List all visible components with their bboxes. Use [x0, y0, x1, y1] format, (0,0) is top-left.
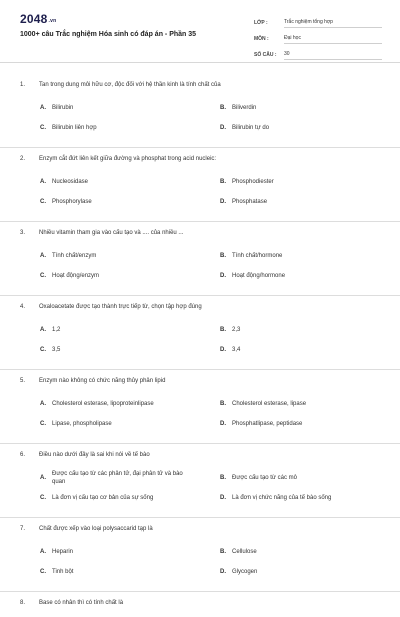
meta-value: 30 — [284, 51, 382, 60]
option-letter: C. — [40, 495, 46, 501]
answer-option[interactable] — [20, 172, 200, 192]
option-text: Biliverdin — [232, 105, 257, 111]
question-line — [20, 303, 380, 312]
question-item — [0, 370, 400, 444]
answer-option[interactable] — [20, 394, 200, 414]
option-letter: C. — [40, 347, 46, 353]
answer-option[interactable] — [200, 340, 380, 360]
option-letter: A. — [40, 105, 46, 111]
question-item — [0, 518, 400, 592]
option-text: 1,2 — [52, 327, 61, 333]
option-text: Cholesterol esterase, lipase — [232, 401, 307, 407]
answer-options — [20, 468, 380, 508]
option-text: Lipase, phospholipase — [52, 421, 112, 427]
option-text: Glycogen — [232, 569, 258, 575]
option-letter: B. — [220, 179, 226, 185]
option-text: 2,3 — [232, 327, 241, 333]
option-text: Cholesterol esterase, lipoproteinlipase — [52, 401, 154, 407]
question-item — [0, 222, 400, 296]
answer-option[interactable] — [200, 172, 380, 192]
option-letter: A. — [40, 475, 46, 481]
option-letter: A. — [40, 549, 46, 555]
question-line — [20, 81, 380, 90]
question-text: Chất được xếp vào loại polysaccarid tạp là — [39, 526, 153, 532]
answer-option[interactable] — [200, 118, 380, 138]
answer-option[interactable] — [200, 192, 380, 212]
worksheet-header — [0, 0, 400, 63]
logo-text: 2048 — [20, 12, 48, 26]
question-line — [20, 599, 380, 608]
meta-row-class — [254, 14, 382, 28]
option-text: Phosphodiester — [232, 179, 274, 185]
option-letter: D. — [220, 125, 226, 131]
option-letter: C. — [40, 421, 46, 427]
option-letter: C. — [40, 273, 46, 279]
question-number: 1. — [20, 82, 26, 88]
option-text: Bilirubin tự do — [232, 125, 270, 131]
option-text: Tinh bột — [52, 569, 74, 575]
option-text: Là đơn vị chức năng của tế bào sống — [232, 495, 332, 501]
option-letter: C. — [40, 199, 46, 205]
answer-option[interactable] — [20, 192, 200, 212]
option-letter: D. — [220, 569, 226, 575]
answer-option[interactable] — [200, 542, 380, 562]
option-letter: D. — [220, 199, 226, 205]
answer-option[interactable] — [200, 468, 380, 488]
option-letter: C. — [40, 125, 46, 131]
option-letter: B. — [220, 401, 226, 407]
answer-options — [20, 246, 380, 286]
option-text: Phosphatlipase, peptidase — [232, 421, 303, 427]
answer-option[interactable] — [200, 414, 380, 434]
option-text: Tính chất/hormone — [232, 253, 283, 259]
meta-label: LỚP : — [254, 20, 268, 26]
answer-option[interactable] — [20, 320, 200, 340]
answer-options — [20, 172, 380, 212]
question-number: 4. — [20, 304, 26, 310]
option-text: Hoạt động/enzym — [52, 273, 100, 279]
answer-options — [20, 394, 380, 434]
option-letter: A. — [40, 253, 46, 259]
question-text: Oxaloacetate được tạo thành trực tiếp từ, chọn tập hợp đúng — [39, 304, 202, 310]
meta-row-subject — [254, 30, 382, 44]
option-text: Cellulose — [232, 549, 257, 555]
option-letter: D. — [220, 421, 226, 427]
answer-option[interactable] — [200, 488, 380, 508]
option-text: Phosphatase — [232, 199, 268, 205]
option-text: Hoạt động/hormone — [232, 273, 286, 279]
answer-option[interactable] — [200, 98, 380, 118]
option-text: Được cấu tạo từ các mô — [232, 475, 297, 481]
question-text: Tan trong dung môi hữu cơ, độc đối với hệ thần kinh là tính chất của — [39, 82, 221, 88]
question-text: Nhiều vitamin tham gia vào cấu tạo và .... của nhiều ... — [39, 230, 184, 236]
question-line — [20, 229, 380, 238]
question-text: Enzym cắt đứt liên kết giữa đường và phosphat trong acid nucleic: — [39, 156, 217, 162]
option-letter: D. — [220, 273, 226, 279]
question-item — [0, 148, 400, 222]
question-number: 6. — [20, 452, 26, 458]
option-text: Bilirubin liên hợp — [52, 125, 97, 131]
question-number: 2. — [20, 156, 26, 162]
question-item — [0, 296, 400, 370]
option-letter: A. — [40, 327, 46, 333]
option-text: Bilirubin — [52, 105, 74, 111]
option-letter: D. — [220, 495, 226, 501]
question-item — [0, 592, 400, 617]
answer-option[interactable] — [20, 488, 200, 508]
question-text: Base có nhân thì có tính chất là — [39, 600, 124, 606]
question-number: 3. — [20, 230, 26, 236]
answer-option[interactable] — [20, 340, 200, 360]
answer-option[interactable] — [20, 414, 200, 434]
answer-option[interactable] — [200, 246, 380, 266]
question-number: 5. — [20, 378, 26, 384]
page-title: 1000+ câu Trắc nghiệm Hóa sinh có đáp án - Phần 35 — [20, 31, 197, 38]
option-letter: D. — [220, 347, 226, 353]
answer-option[interactable] — [20, 468, 200, 488]
question-item — [0, 74, 400, 148]
answer-option[interactable] — [200, 562, 380, 582]
site-logo[interactable] — [20, 12, 56, 26]
answer-option[interactable] — [200, 320, 380, 340]
answer-option[interactable] — [200, 394, 380, 414]
option-text: Được cấu tạo từ các phân tử, đại phân tử và bào quan — [52, 471, 183, 485]
answer-option[interactable] — [20, 562, 200, 582]
meta-label: SỐ CÂU : — [254, 52, 277, 58]
question-text: Điều nào dưới đây là sai khi nói về tế bào — [39, 452, 150, 458]
option-text: 3,4 — [232, 347, 241, 353]
option-letter: B. — [220, 253, 226, 259]
option-letter: B. — [220, 327, 226, 333]
meta-value: Đại học — [284, 35, 382, 44]
answer-option[interactable] — [200, 266, 380, 286]
question-text: Enzym nào không có chức năng thủy phân lipid — [39, 378, 166, 384]
meta-label: MÔN : — [254, 36, 269, 42]
option-letter: B. — [220, 475, 226, 481]
answer-option[interactable] — [20, 98, 200, 118]
question-number: 7. — [20, 526, 26, 532]
option-letter: A. — [40, 401, 46, 407]
answer-options — [20, 98, 380, 138]
question-item — [0, 444, 400, 518]
option-letter: B. — [220, 549, 226, 555]
option-text: Là đơn vị cấu tạo cơ bản của sự sống — [52, 495, 154, 501]
meta-value: Trắc nghiệm tổng hợp — [284, 19, 382, 28]
answer-options — [20, 542, 380, 582]
option-text: Phosphorylase — [52, 199, 92, 205]
answer-option[interactable] — [20, 118, 200, 138]
question-number: 8. — [20, 600, 26, 606]
question-line — [20, 377, 380, 386]
option-text: 3,5 — [52, 347, 61, 353]
question-list — [0, 74, 400, 617]
answer-option[interactable] — [20, 246, 200, 266]
logo-tld: .vn — [48, 18, 57, 24]
option-letter: C. — [40, 569, 46, 575]
meta-row-count — [254, 46, 382, 60]
answer-options — [20, 320, 380, 360]
question-line — [20, 155, 380, 164]
question-line — [20, 451, 380, 460]
answer-option[interactable] — [20, 542, 200, 562]
option-text: Nucleosidase — [52, 179, 89, 185]
option-letter: B. — [220, 105, 226, 111]
question-line — [20, 525, 380, 534]
option-text: Heparin — [52, 549, 74, 555]
option-text: Tính chất/enzym — [52, 253, 97, 259]
answer-option[interactable] — [20, 266, 200, 286]
option-letter: A. — [40, 179, 46, 185]
meta-info — [254, 14, 382, 62]
